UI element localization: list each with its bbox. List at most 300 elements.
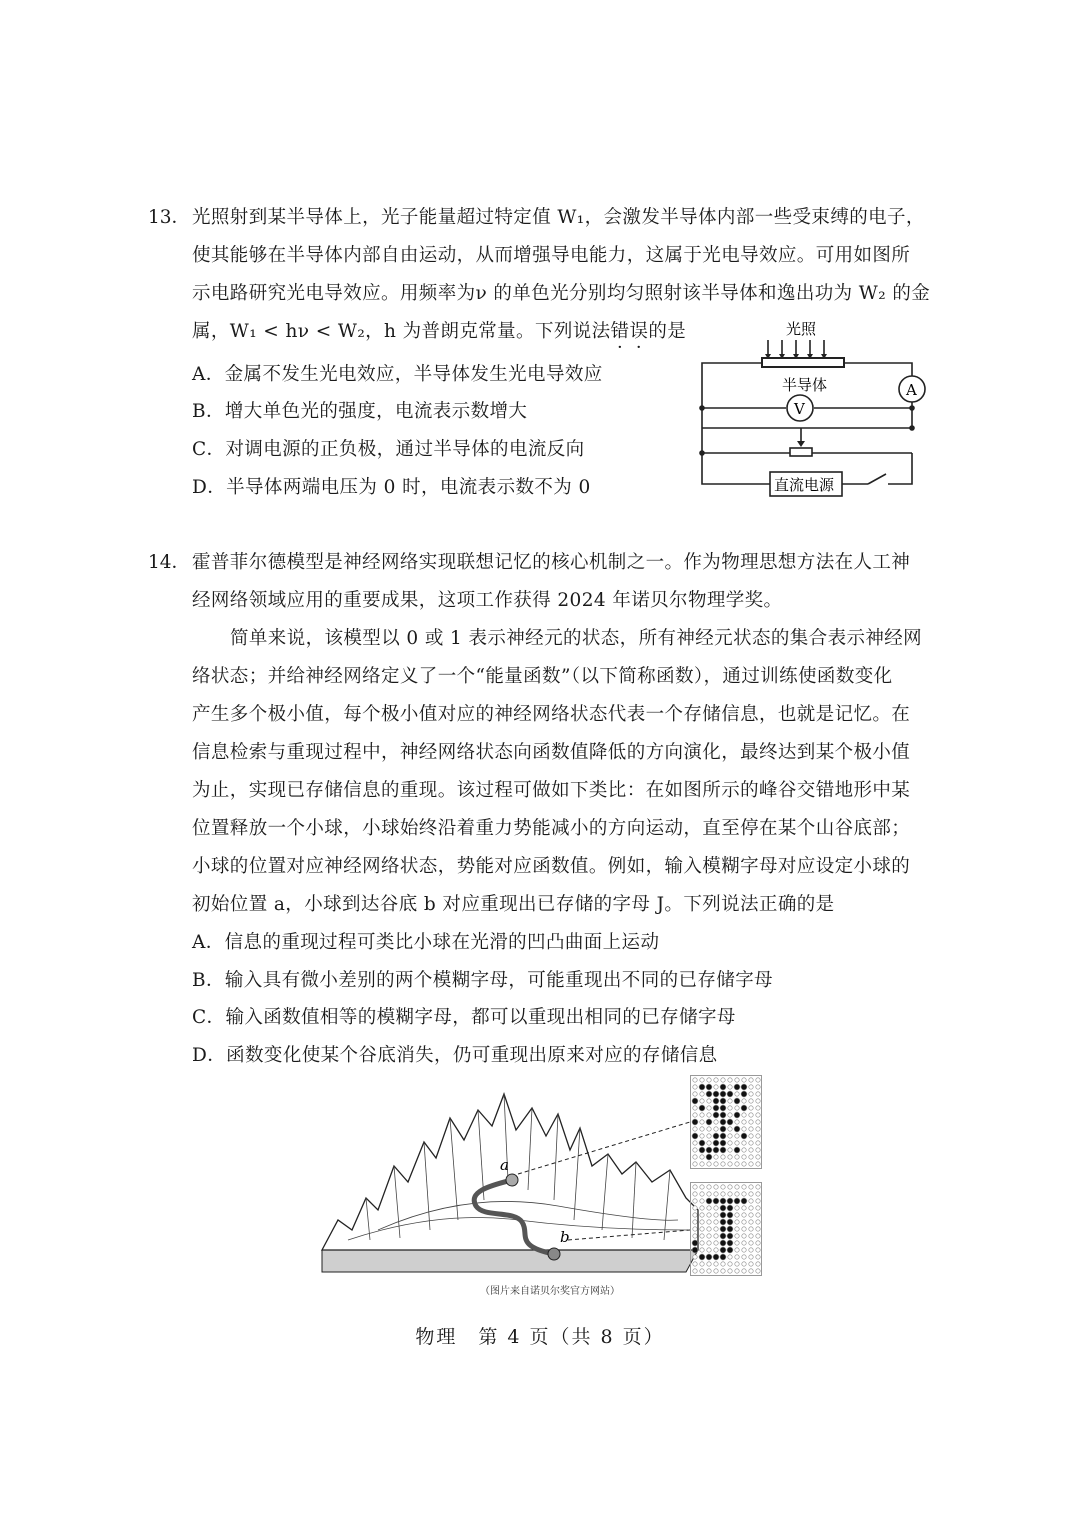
letter-j-grid-dot [720, 1233, 726, 1239]
letter-j-grid-dot [693, 1262, 697, 1266]
letter-j-grid-dot [735, 1185, 739, 1189]
blurry-grid-dot [707, 1078, 711, 1082]
letter-j-grid-dot [699, 1254, 705, 1260]
blurry-grid-dot [742, 1162, 746, 1166]
blurry-grid-dot [749, 1162, 753, 1166]
blurry-grid-dot [742, 1127, 746, 1131]
letter-j-grid-dot [700, 1213, 704, 1217]
letter-j-grid-dot [735, 1227, 739, 1231]
q13-option-b: B．增大单色光的强度，电流表示数增大 [192, 401, 528, 422]
q14-number: 14． [148, 552, 191, 573]
letter-j-grid-dot [749, 1192, 753, 1196]
q13-option-a: A．金属不发生光电效应，半导体发生光电导效应 [192, 364, 603, 385]
letter-j-grid-dot [727, 1198, 733, 1204]
letter-j-grid-dot [693, 1185, 697, 1189]
q13-line-1: 光照射到某半导体上，光子能量超过特定值 W₁，会激发半导体内部一些受束缚的电子， [192, 207, 925, 228]
blurry-grid-dot [720, 1105, 726, 1111]
blurry-grid-dot [692, 1098, 698, 1104]
letter-j-grid-dot [756, 1248, 760, 1252]
page-footer: 物理 第 4 页（共 8 页） [415, 1326, 665, 1348]
blurry-grid-dot [741, 1133, 747, 1139]
blurry-grid-dot [714, 1127, 718, 1131]
letter-j-grid-dot [734, 1198, 740, 1204]
blurry-grid-dot [734, 1112, 740, 1118]
letter-j-grid-dot [728, 1185, 732, 1189]
blurry-grid-dot [706, 1119, 712, 1125]
letter-j-grid-dot [707, 1241, 711, 1245]
blurry-grid-dot [756, 1162, 760, 1166]
blurry-grid-dot [720, 1098, 726, 1104]
blurry-grid-dot [693, 1113, 697, 1117]
letter-j-grid-dot [727, 1240, 733, 1246]
blurry-grid-dot [713, 1133, 719, 1139]
blurry-grid-dot [693, 1092, 697, 1096]
letter-j-grid-dot [749, 1227, 753, 1231]
letter-j-grid-dot [742, 1262, 746, 1266]
ball-start-icon [506, 1174, 518, 1186]
letter-j-grid-dot [728, 1269, 732, 1273]
rheostat-slider-arrow [797, 441, 805, 447]
blurry-grid-dot [699, 1147, 705, 1153]
blurry-letter-grid [690, 1075, 762, 1169]
letter-j-grid-dot [700, 1192, 704, 1196]
letter-j-grid-dot [741, 1198, 747, 1204]
letter-j-grid-dot [714, 1241, 718, 1245]
power-supply-label: 直流电源 [774, 476, 835, 494]
blurry-grid-dot [734, 1147, 740, 1153]
blurry-grid-dot [756, 1092, 760, 1096]
letter-j-grid-dot [735, 1220, 739, 1224]
figure-caption: （图片来自诺贝尔奖官方网站） [480, 1286, 620, 1297]
letter-j-grid-dot [720, 1198, 726, 1204]
letter-j-grid-dot [749, 1241, 753, 1245]
letter-j-grid-dot [700, 1227, 704, 1231]
letter-j-grid-dot [714, 1220, 718, 1224]
letter-j-grid-dot [693, 1227, 697, 1231]
letter-j-grid-dot [707, 1185, 711, 1189]
blurry-grid-dot [707, 1134, 711, 1138]
q13-line-4-post: 的是 [648, 321, 687, 342]
blurry-grid-dot [749, 1134, 753, 1138]
letter-j-grid-dot [721, 1185, 725, 1189]
blurry-grid-dot [734, 1098, 740, 1104]
blurry-grid-dot [693, 1127, 697, 1131]
point-a-label: a [500, 1156, 509, 1174]
blurry-grid-dot [700, 1162, 704, 1166]
blurry-grid-dot [741, 1105, 747, 1111]
blurry-grid-dot [713, 1147, 719, 1153]
blurry-grid-dot [714, 1155, 718, 1159]
letter-j-grid-dot [720, 1212, 726, 1218]
letter-j-grid-dot [720, 1254, 726, 1260]
blurry-grid-dot [714, 1085, 718, 1089]
letter-j-grid-dot [756, 1213, 760, 1217]
letter-j-grid-dot [728, 1192, 732, 1196]
q14-option-b: B．输入具有微小差别的两个模糊字母，可能重现出不同的已存储字母 [192, 970, 773, 991]
letter-j-grid-dot [720, 1226, 726, 1232]
q13-line-3: 示电路研究光电导效应。用频率为ν 的单色光分别均匀照射该半导体和逸出功为 W₂ 的金 [192, 283, 931, 304]
semiconductor-label: 半导体 [782, 376, 828, 394]
blurry-grid-dot [742, 1120, 746, 1124]
blurry-grid-dot [728, 1141, 732, 1145]
blurry-grid-dot [749, 1155, 753, 1159]
blurry-grid-dot [749, 1127, 753, 1131]
blurry-grid-dot [720, 1140, 726, 1146]
blurry-grid-dot [735, 1134, 739, 1138]
letter-j-grid-dot [706, 1198, 712, 1204]
blurry-grid-dot [728, 1106, 732, 1110]
blurry-grid-dot [735, 1092, 739, 1096]
blurry-grid-dot [693, 1078, 697, 1082]
blurry-grid-dot [756, 1127, 760, 1131]
letter-j-grid-dot [700, 1269, 704, 1273]
q13-number: 13． [148, 207, 191, 228]
letter-j-grid-dot [742, 1213, 746, 1217]
blurry-grid-dot [728, 1113, 732, 1117]
letter-j-grid-dot [693, 1234, 697, 1238]
blurry-grid-dot [700, 1120, 704, 1124]
letter-j-grid-dot [749, 1213, 753, 1217]
blurry-grid-dot [700, 1113, 704, 1117]
letter-j-grid-dot [707, 1262, 711, 1266]
blurry-grid-dot [693, 1155, 697, 1159]
ammeter-label: A [906, 381, 917, 399]
letter-j-grid-dot [693, 1213, 697, 1217]
blurry-grid-dot [756, 1113, 760, 1117]
letter-j-grid-dot [727, 1233, 733, 1239]
q14-line-4: 络状态；并给神经网络定义了一个“能量函数”（以下简称函数），通过训练使函数变化 [192, 666, 893, 687]
blurry-grid-dot [749, 1120, 753, 1124]
blurry-grid-dot [706, 1091, 712, 1097]
letter-j-grid-dot [756, 1262, 760, 1266]
letter-j-grid-dot [714, 1206, 718, 1210]
letter-j-grid-dot [707, 1220, 711, 1224]
blurry-grid-dot [693, 1106, 697, 1110]
letter-j-grid-dot [714, 1185, 718, 1189]
blurry-grid-dot [700, 1134, 704, 1138]
blurry-grid-dot [713, 1140, 719, 1146]
blurry-grid-dot [749, 1078, 753, 1082]
blurry-grid-dot [721, 1162, 725, 1166]
letter-j-grid-dot [714, 1262, 718, 1266]
letter-j-grid-dot [742, 1227, 746, 1231]
letter-j-grid-dot [692, 1240, 698, 1246]
q14-line-1: 霍普菲尔德模型是神经网络实现联想记忆的核心机制之一。作为物理思想方法在人工神 [192, 552, 911, 573]
letter-j-grid-dot [714, 1192, 718, 1196]
letter-j-grid-dot [727, 1219, 733, 1225]
letter-j-grid-dot [735, 1206, 739, 1210]
letter-j-grid-dot [756, 1269, 760, 1273]
blurry-grid-dot [742, 1155, 746, 1159]
q14-line-6: 信息检索与重现过程中，神经网络状态向函数值降低的方向演化，最终达到某个极小值 [192, 742, 911, 763]
blurry-grid-dot [720, 1126, 726, 1132]
blurry-grid-dot [699, 1105, 705, 1111]
letter-j-grid-dot [700, 1185, 704, 1189]
letter-j-grid-dot [700, 1206, 704, 1210]
blurry-grid-dot [713, 1112, 719, 1118]
circuit-diagram [690, 316, 940, 506]
letter-j-grid-dot [728, 1262, 732, 1266]
blurry-grid-dot [707, 1162, 711, 1166]
letter-j-grid-dot [742, 1248, 746, 1252]
blurry-grid-dot [728, 1085, 732, 1089]
blurry-grid-dot [714, 1162, 718, 1166]
blurry-grid-dot [714, 1120, 718, 1124]
letter-j-grid-dot [720, 1219, 726, 1225]
letter-j-grid-dot [749, 1220, 753, 1224]
blurry-grid-dot [741, 1091, 747, 1097]
blurry-grid-dot [742, 1078, 746, 1082]
letter-j-grid-dot [742, 1185, 746, 1189]
letter-j-grid-dot [721, 1192, 725, 1196]
blurry-grid-dot [756, 1148, 760, 1152]
q13-line-4-pre: 属，W₁ < hν < W₂，h 为普朗克常量。下列说法 [192, 321, 611, 342]
letter-j-grid-dot [756, 1234, 760, 1238]
terrain-peaks [322, 1094, 698, 1250]
letter-j-grid-dot [713, 1254, 719, 1260]
blurry-grid-dot [707, 1141, 711, 1145]
letter-j-grid-dot [735, 1234, 739, 1238]
q14-line-10: 初始位置 a，小球到达谷底 b 对应重现出已存储的字母 J。下列说法正确的是 [192, 894, 835, 915]
letter-j-grid-dot [749, 1199, 753, 1203]
blurry-grid-dot [756, 1106, 760, 1110]
letter-j-grid-dot [707, 1269, 711, 1273]
blurry-grid-dot [699, 1084, 705, 1090]
blurry-grid-dot [720, 1084, 726, 1090]
voltmeter-label: V [794, 400, 805, 418]
blurry-grid-dot [700, 1127, 704, 1131]
letter-j-grid-dot [749, 1185, 753, 1189]
blurry-grid-dot [749, 1141, 753, 1145]
letter-j-grid-dot [749, 1269, 753, 1273]
letter-j-grid-dot [692, 1247, 698, 1253]
q13-option-c: C．对调电源的正负极，通过半导体的电流反向 [192, 439, 585, 460]
letter-j-grid-dot [707, 1248, 711, 1252]
blurry-grid-dot [693, 1085, 697, 1089]
letter-j-grid-dot [714, 1234, 718, 1238]
letter-j-grid-dot [700, 1234, 704, 1238]
blurry-grid-dot [700, 1078, 704, 1082]
letter-j-grid-dot [700, 1248, 704, 1252]
blurry-grid-dot [707, 1106, 711, 1110]
letter-j-grid-dot [742, 1241, 746, 1245]
blurry-grid-dot [720, 1147, 726, 1153]
letter-j-grid-dot [735, 1262, 739, 1266]
blurry-grid-dot [756, 1099, 760, 1103]
letter-j-grid-dot [749, 1255, 753, 1259]
letter-j-grid-dot [700, 1262, 704, 1266]
letter-j-grid-dot [735, 1269, 739, 1273]
letter-j-grid-dot [735, 1192, 739, 1196]
blurry-grid-dot [728, 1155, 732, 1159]
q13-emphasis-1: 错 [610, 321, 630, 342]
blurry-grid-dot [727, 1091, 733, 1097]
blurry-grid-dot [756, 1134, 760, 1138]
blurry-grid-dot [734, 1084, 740, 1090]
blurry-grid-dot [728, 1134, 732, 1138]
letter-j-grid-dot [742, 1269, 746, 1273]
letter-j-grid-dot [714, 1269, 718, 1273]
blurry-grid-dot [713, 1098, 719, 1104]
letter-j-grid-dot [706, 1254, 712, 1260]
blurry-grid-dot [720, 1112, 726, 1118]
letter-j-grid-dot [693, 1255, 697, 1259]
blurry-grid-dot [727, 1119, 733, 1125]
blurry-grid-dot [693, 1141, 697, 1145]
blurry-grid-dot [720, 1091, 726, 1097]
ball-end-icon [548, 1248, 560, 1260]
blurry-grid-dot [720, 1119, 726, 1125]
letter-j-grid-dot [756, 1206, 760, 1210]
blurry-grid-dot [749, 1148, 753, 1152]
blurry-grid-dot [756, 1120, 760, 1124]
blurry-grid-dot [735, 1106, 739, 1110]
blurry-grid-dot [706, 1147, 712, 1153]
letter-j-grid-dot [720, 1240, 726, 1246]
letter-j-grid-dot [742, 1206, 746, 1210]
letter-j-grid-dot [749, 1262, 753, 1266]
q13-option-d: D．半导体两端电压为 0 时，电流表示数不为 0 [192, 477, 591, 498]
letter-j-grid-dot [727, 1205, 733, 1211]
letter-j-grid-dot [693, 1269, 697, 1273]
stored-letter-j-grid [690, 1182, 762, 1276]
blurry-grid-dot [735, 1078, 739, 1082]
letter-j-grid-dot [727, 1247, 733, 1253]
letter-j-grid-dot [742, 1220, 746, 1224]
q14-line-8: 位置释放一个小球，小球始终沿着重力势能减小的方向运动，直至停在某个山谷底部； [192, 818, 911, 839]
q13-line-2: 使其能够在半导体内部自由运动，从而增强导电能力，这属于光电导效应。可用如图所 [192, 245, 911, 266]
letter-j-grid-dot [728, 1255, 732, 1259]
letter-j-grid-dot [700, 1220, 704, 1224]
blurry-grid-dot [700, 1092, 704, 1096]
blurry-grid-dot [742, 1113, 746, 1117]
blurry-grid-dot [742, 1141, 746, 1145]
q14-option-d: D．函数变化使某个谷底消失，仍可重现出原来对应的存储信息 [192, 1045, 718, 1066]
letter-j-grid-dot [749, 1206, 753, 1210]
letter-j-grid-dot [749, 1248, 753, 1252]
q14-line-5: 产生多个极小值，每个极小值对应的神经网络状态代表一个存储信息，也就是记忆。在 [192, 704, 911, 725]
blurry-grid-dot [692, 1133, 698, 1139]
blurry-grid-dot [749, 1099, 753, 1103]
blurry-grid-dot [756, 1085, 760, 1089]
letter-j-grid-dot [707, 1213, 711, 1217]
letter-j-grid-dot [713, 1198, 719, 1204]
letter-j-grid-dot [693, 1192, 697, 1196]
letter-j-grid-dot [720, 1205, 726, 1211]
blurry-grid-dot [735, 1120, 739, 1124]
blurry-grid-dot [721, 1078, 725, 1082]
letter-j-grid-dot [720, 1247, 726, 1253]
letter-j-grid-dot [714, 1227, 718, 1231]
blurry-grid-dot [728, 1148, 732, 1152]
blurry-grid-dot [734, 1126, 740, 1132]
blurry-grid-dot [756, 1078, 760, 1082]
blurry-grid-dot [713, 1091, 719, 1097]
letter-j-grid-dot [700, 1241, 704, 1245]
blurry-grid-dot [728, 1162, 732, 1166]
blurry-grid-dot [692, 1119, 698, 1125]
blurry-grid-dot [707, 1127, 711, 1131]
letter-j-grid-dot [707, 1192, 711, 1196]
letter-j-grid-dot [742, 1255, 746, 1259]
letter-j-grid-dot [721, 1262, 725, 1266]
blurry-grid-dot [728, 1099, 732, 1103]
blurry-grid-dot [706, 1084, 712, 1090]
blurry-grid-dot [735, 1141, 739, 1145]
terrain-base [322, 1250, 698, 1272]
q13-emphasis-2: 误 [629, 321, 649, 342]
letter-j-grid-dot [693, 1206, 697, 1210]
blurry-grid-dot [735, 1155, 739, 1159]
letter-j-grid-dot [693, 1220, 697, 1224]
blurry-grid-dot [728, 1078, 732, 1082]
blurry-grid-dot [749, 1106, 753, 1110]
blurry-grid-dot [707, 1099, 711, 1103]
letter-j-grid-dot [742, 1192, 746, 1196]
blurry-grid-dot [720, 1133, 726, 1139]
blurry-grid-dot [700, 1099, 704, 1103]
blurry-grid-dot [721, 1155, 725, 1159]
q14-option-a: A．信息的重现过程可类比小球在光滑的凹凸曲面上运动 [192, 932, 660, 953]
q14-line-7: 为止，实现已存储信息的重现。该过程可做如下类比：在如图所示的峰谷交错地形中某 [192, 780, 911, 801]
blurry-grid-dot [735, 1162, 739, 1166]
letter-j-grid-dot [714, 1248, 718, 1252]
blurry-grid-dot [707, 1113, 711, 1117]
letter-j-grid-dot [756, 1185, 760, 1189]
letter-j-grid-dot [735, 1241, 739, 1245]
letter-j-grid-dot [714, 1213, 718, 1217]
blurry-grid-dot [749, 1113, 753, 1117]
blurry-grid-dot [714, 1078, 718, 1082]
letter-j-grid-dot [700, 1199, 704, 1203]
q14-option-c: C．输入函数值相等的模糊字母，都可以重现出相同的已存储字母 [192, 1007, 736, 1028]
letter-j-grid-dot [756, 1220, 760, 1224]
letter-j-grid-dot [707, 1206, 711, 1210]
letter-j-grid-dot [756, 1255, 760, 1259]
letter-j-grid-dot [756, 1199, 760, 1203]
letter-j-grid-dot [707, 1234, 711, 1238]
blurry-grid-dot [693, 1162, 697, 1166]
letter-j-grid-dot [735, 1248, 739, 1252]
letter-j-grid-dot [756, 1227, 760, 1231]
letter-j-grid-dot [727, 1226, 733, 1232]
blurry-grid-dot [693, 1148, 697, 1152]
blurry-grid-dot [728, 1127, 732, 1131]
blurry-grid-dot [742, 1148, 746, 1152]
q14-line-3: 简单来说，该模型以 0 或 1 表示神经元的状态，所有神经元状态的集合表示神经网 [230, 628, 923, 649]
blurry-grid-dot [699, 1140, 705, 1146]
blurry-grid-dot [742, 1099, 746, 1103]
blurry-grid-dot [700, 1155, 704, 1159]
q14-line-2: 经网络领域应用的重要成果，这项工作获得 2024 年诺贝尔物理学奖。 [192, 590, 783, 611]
letter-j-grid-dot [756, 1241, 760, 1245]
blurry-grid-dot [706, 1154, 712, 1160]
letter-j-grid-dot [727, 1212, 733, 1218]
letter-j-grid-dot [735, 1213, 739, 1217]
light-label: 光照 [786, 320, 817, 338]
point-b-label: b [560, 1228, 570, 1246]
blurry-grid-dot [756, 1141, 760, 1145]
blurry-grid-dot [756, 1155, 760, 1159]
letter-j-grid-dot [693, 1199, 697, 1203]
blurry-grid-dot [713, 1105, 719, 1111]
blurry-grid-dot [749, 1085, 753, 1089]
q13-line-4 [192, 319, 686, 345]
letter-j-grid-dot [749, 1234, 753, 1238]
letter-j-grid-dot [707, 1227, 711, 1231]
letter-j-grid-dot [756, 1192, 760, 1196]
letter-j-grid-dot [742, 1234, 746, 1238]
